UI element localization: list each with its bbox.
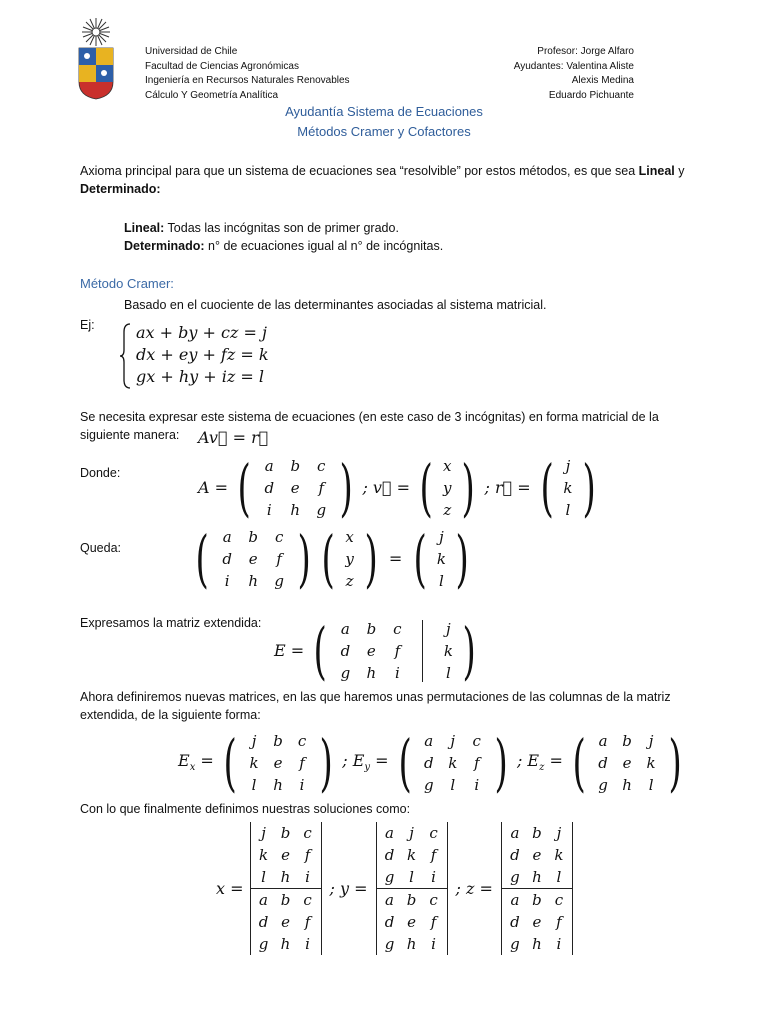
det-cell: k bbox=[258, 846, 269, 864]
matrix-A-cell: e bbox=[290, 478, 300, 497]
vector-v-cell: z bbox=[443, 500, 452, 519]
det-cell: l bbox=[556, 868, 562, 886]
matrix-Ey-cell: j bbox=[450, 731, 456, 750]
extended-matrix-text: Expresamos la matriz extendida: bbox=[80, 616, 262, 630]
matrix-Ex-cell: f bbox=[299, 753, 305, 772]
matrix-Ez-cell: h bbox=[622, 775, 632, 794]
matrix-Ey-cell: f bbox=[473, 753, 480, 772]
cramer-solutions: x = j b c k e f l h i a b c d e f g h i ; y = a j c d k f g l i a b c d e f g h i ; z = a b j d e k g h l a b c d e f g h i bbox=[216, 822, 573, 955]
matrix-Ey-cell: c bbox=[472, 731, 481, 750]
vector-jkl bbox=[432, 526, 450, 592]
vector-xyz-cell: z bbox=[345, 571, 354, 590]
det-cell: g bbox=[510, 868, 520, 886]
header-assistant-2: Alexis Medina bbox=[571, 75, 634, 86]
det-z-numerator bbox=[501, 822, 573, 888]
matrix-Q-cell: h bbox=[248, 571, 259, 590]
permutation-text-1: Ahora definiremos nuevas matrices, en las que haremos unas permutaciones de las columnas de la matriz bbox=[80, 690, 671, 704]
vector-v-cell: x bbox=[443, 456, 452, 475]
fraction-x bbox=[250, 822, 322, 955]
equation-2: dx + ey + fz = k bbox=[136, 345, 269, 364]
matrix-E-augment-cell: l bbox=[445, 663, 451, 682]
header-left bbox=[145, 45, 350, 103]
matrix-Ex-cell: b bbox=[273, 731, 283, 750]
det-cell: c bbox=[303, 891, 312, 909]
matrix-Ez-cell: d bbox=[598, 753, 608, 772]
matrix-Ex-cell: e bbox=[273, 753, 283, 772]
matrix-Q-cell: i bbox=[224, 571, 230, 590]
matrix-E-cell: i bbox=[394, 663, 400, 682]
matrix-Ex-cell: j bbox=[251, 731, 257, 750]
det-cell: j bbox=[261, 824, 266, 842]
det-denominator bbox=[250, 889, 322, 955]
section-heading-cramer: Método Cramer: bbox=[80, 276, 174, 291]
det-cell: c bbox=[429, 891, 438, 909]
matrix-Ez-cell: a bbox=[598, 731, 608, 750]
det-cell: i bbox=[305, 868, 310, 886]
lineal-definition bbox=[124, 219, 399, 237]
vector-jkl-cell: k bbox=[436, 549, 446, 568]
matrix-E bbox=[332, 618, 410, 684]
det-denominator bbox=[501, 889, 573, 955]
vector-xyz-cell: x bbox=[345, 527, 354, 546]
fraction-z bbox=[501, 822, 573, 955]
det-cell: i bbox=[431, 868, 436, 886]
header-university: Universidad de Chile bbox=[145, 46, 238, 57]
vector-v-cell: y bbox=[443, 478, 452, 497]
matrix-form-text-1: Se necesita expresar este sistema de ecuaciones (en este caso de 3 incógnitas) en forma matricial de la bbox=[80, 410, 659, 424]
left-brace bbox=[118, 322, 132, 390]
det-cell: f bbox=[430, 913, 437, 931]
det-cell: e bbox=[281, 913, 290, 931]
vector-r-cell: j bbox=[565, 456, 571, 475]
det-cell: b bbox=[532, 824, 542, 842]
equation-3: gx + hy + iz = l bbox=[136, 367, 265, 386]
lineal-word: Lineal bbox=[638, 164, 675, 178]
header-faculty: Facultad de Ciencias Agronómicas bbox=[145, 60, 299, 72]
det-cell: c bbox=[554, 891, 564, 909]
matrix-E-cell: f bbox=[394, 641, 401, 660]
final-solutions-text: Con lo que finalmente definimos nuestras soluciones como: bbox=[80, 802, 411, 816]
matrix-Ex-cell: i bbox=[299, 775, 305, 794]
permutation-text bbox=[80, 688, 700, 724]
det-cell: h bbox=[280, 935, 291, 953]
matrix-Ez-cell: b bbox=[622, 731, 632, 750]
det-cell: f bbox=[556, 913, 562, 931]
vector-xyz bbox=[341, 526, 359, 592]
queda-label: Queda: bbox=[80, 541, 122, 555]
intro-paragraph bbox=[80, 162, 700, 198]
matrix-Ez-cell: g bbox=[598, 775, 608, 794]
matrix-A-cell: a bbox=[264, 456, 274, 475]
matrix-A-cell: b bbox=[290, 456, 301, 475]
vector-jkl-cell: j bbox=[439, 527, 444, 546]
det-cell: h bbox=[532, 935, 542, 953]
det-cell: d bbox=[384, 846, 395, 864]
matrix-E-cell: e bbox=[366, 641, 376, 660]
det-def-text: n° de ecuaciones igual al n° de incógnitas. bbox=[204, 239, 444, 253]
vector-xyz-cell: y bbox=[345, 549, 354, 568]
matrix-E-cell: d bbox=[340, 641, 351, 660]
matrix-E-cell: g bbox=[340, 663, 351, 682]
matrix-Q-cell: b bbox=[248, 527, 258, 546]
matrix-E-augment-cell: j bbox=[446, 619, 451, 638]
matrix-Q-cell: c bbox=[275, 527, 284, 546]
determinado-definition bbox=[124, 237, 443, 255]
matrix-form-text bbox=[80, 408, 700, 444]
det-y-numerator bbox=[376, 822, 448, 888]
matrix-Q-cell: a bbox=[222, 527, 232, 546]
matrix-Ez-cell: l bbox=[648, 775, 654, 794]
det-cell: e bbox=[532, 913, 542, 931]
doc-subtitle: Métodos Cramer y Cofactores bbox=[297, 124, 471, 139]
det-cell: e bbox=[532, 846, 542, 864]
det-cell: g bbox=[258, 935, 269, 953]
matrix-E-augment-cell: k bbox=[443, 641, 453, 660]
matrix-A-cell: f bbox=[318, 478, 325, 497]
matrix-Ez-cell: k bbox=[646, 753, 656, 772]
det-cell: l bbox=[261, 868, 266, 886]
matrix-A-cell: d bbox=[264, 478, 275, 497]
det-cell: a bbox=[385, 824, 394, 842]
matrix-form-text-2: siguiente manera: bbox=[80, 428, 180, 442]
header-professor: Profesor: Jorge Alfaro bbox=[537, 46, 634, 57]
header-assistants: Ayudantes: Valentina Aliste bbox=[513, 60, 634, 72]
det-cell: j bbox=[409, 824, 414, 842]
det-cell: h bbox=[406, 935, 417, 953]
det-cell: g bbox=[384, 935, 395, 953]
matrix-E-cell: b bbox=[366, 619, 377, 638]
donde-label: Donde: bbox=[80, 466, 121, 480]
matrix-Ex-cell: l bbox=[251, 775, 257, 794]
det-cell: a bbox=[510, 891, 520, 909]
university-logo bbox=[76, 16, 116, 100]
determinado-word: Determinado: bbox=[80, 182, 161, 196]
lineal-def-text: Todas las incógnitas son de primer grado. bbox=[164, 221, 399, 235]
vector-r bbox=[559, 455, 577, 521]
det-cell: l bbox=[409, 868, 414, 886]
matrix-Ex-cell: c bbox=[297, 731, 307, 750]
det-cell: b bbox=[532, 891, 542, 909]
matrix-Ez bbox=[591, 730, 663, 796]
matrix-Q-cell: g bbox=[274, 571, 284, 590]
matrix-Ez-cell: j bbox=[648, 731, 654, 750]
matrix-E-cell: c bbox=[393, 619, 402, 638]
det-cell: f bbox=[304, 846, 311, 864]
det-def-label: Determinado: bbox=[124, 239, 205, 253]
det-cell: k bbox=[406, 846, 417, 864]
matrix-equation: Av⃗ = r⃗ bbox=[198, 428, 269, 447]
header-course: Cálculo Y Geometría Analítica bbox=[145, 89, 279, 101]
matrix-E-augment bbox=[439, 618, 457, 684]
vector-v bbox=[438, 455, 456, 521]
det-cell: d bbox=[384, 913, 395, 931]
example-label: Ej: bbox=[80, 318, 95, 332]
matrix-Ey-cell: k bbox=[448, 753, 458, 772]
det-cell: g bbox=[384, 868, 395, 886]
fraction-y bbox=[376, 822, 448, 955]
det-cell: i bbox=[305, 935, 310, 953]
det-cell: d bbox=[510, 846, 520, 864]
matrix-Ex-cell: h bbox=[273, 775, 283, 794]
queda-equation: ( a b c d e f i h g ) ( x y z ) = ( j k l ) bbox=[195, 522, 470, 595]
det-cell: g bbox=[510, 935, 520, 953]
definition-matrices: A = ( a b c d e f i h g ) ; v⃗ = ( x y z ) ; r⃗ = ( j k l ) bbox=[198, 451, 596, 524]
det-cell: a bbox=[510, 824, 520, 842]
matrix-Q bbox=[214, 526, 292, 592]
matrix-Ex-cell: k bbox=[249, 753, 259, 772]
matrix-Ey bbox=[417, 730, 489, 796]
det-cell: d bbox=[510, 913, 520, 931]
header-assistant-3: Eduardo Pichuante bbox=[548, 89, 634, 101]
doc-title: Ayudantía Sistema de Ecuaciones bbox=[285, 104, 483, 119]
header-program: Ingeniería en Recursos Naturales Renovables bbox=[145, 75, 350, 86]
matrix-Ez-cell: e bbox=[622, 753, 632, 772]
matrix-A-cell: c bbox=[317, 456, 326, 475]
det-cell: i bbox=[556, 935, 562, 953]
vector-r-cell: l bbox=[565, 500, 571, 519]
det-cell: h bbox=[532, 868, 542, 886]
vector-r-cell: k bbox=[563, 478, 573, 497]
det-cell: a bbox=[385, 891, 394, 909]
matrix-Ey-cell: a bbox=[424, 731, 434, 750]
matrix-E-cell: a bbox=[340, 619, 350, 638]
vector-jkl-cell: l bbox=[439, 571, 444, 590]
matrix-A-cell: g bbox=[316, 500, 327, 519]
det-cell: e bbox=[281, 846, 290, 864]
det-cell: h bbox=[280, 868, 291, 886]
det-cell: j bbox=[556, 824, 562, 842]
det-cell: c bbox=[303, 824, 312, 842]
intro-text: Axioma principal para que un sistema de ecuaciones sea “resolvible” por estos métodos, es que sea bbox=[80, 164, 639, 178]
det-cell: f bbox=[304, 913, 311, 931]
matrix-Ey-cell: l bbox=[450, 775, 456, 794]
matrix-Q-cell: f bbox=[276, 549, 282, 568]
det-cell: c bbox=[429, 824, 438, 842]
permuted-matrices: $E_x$ = ( j b c k e f l h i ) ; $E_y$ = ( a j c d k f g l i ) ; $E_z$ = ( a b j d e k g h l ) bbox=[178, 726, 682, 799]
matrix-Ey-cell: g bbox=[423, 775, 434, 794]
equation-1: ax + by + cz = j bbox=[136, 323, 267, 342]
matrix-Ey-cell: i bbox=[474, 775, 480, 794]
det-cell: f bbox=[430, 846, 437, 864]
matrix-Ex bbox=[242, 730, 314, 796]
det-cell: a bbox=[259, 891, 268, 909]
lineal-def-label: Lineal: bbox=[124, 221, 165, 235]
header-right bbox=[514, 45, 634, 103]
det-cell: b bbox=[280, 824, 291, 842]
cramer-description: Basado en el cuociente de las determinantes asociadas al sistema matricial. bbox=[124, 298, 547, 312]
matrix-Q-cell: d bbox=[222, 549, 232, 568]
matrix-A-cell: i bbox=[266, 500, 272, 519]
matrix-Ey-cell: d bbox=[423, 753, 434, 772]
augment-bar bbox=[422, 620, 423, 682]
matrix-Q-cell: e bbox=[248, 549, 258, 568]
det-cell: b bbox=[280, 891, 291, 909]
det-cell: b bbox=[406, 891, 417, 909]
matrix-E-cell: h bbox=[366, 663, 377, 682]
det-x-numerator bbox=[250, 822, 322, 888]
det-denominator bbox=[376, 889, 448, 955]
extended-matrix: E = ( a b c d e f g h i j k l ) bbox=[274, 614, 477, 687]
det-cell: k bbox=[554, 846, 564, 864]
det-cell: d bbox=[258, 913, 269, 931]
intro-and: y bbox=[674, 164, 685, 178]
det-cell: i bbox=[431, 935, 436, 953]
matrix-A bbox=[256, 455, 334, 521]
permutation-text-2: extendida, de la siguiente forma: bbox=[80, 708, 261, 722]
matrix-A-cell: h bbox=[290, 500, 301, 519]
det-cell: e bbox=[407, 913, 416, 931]
